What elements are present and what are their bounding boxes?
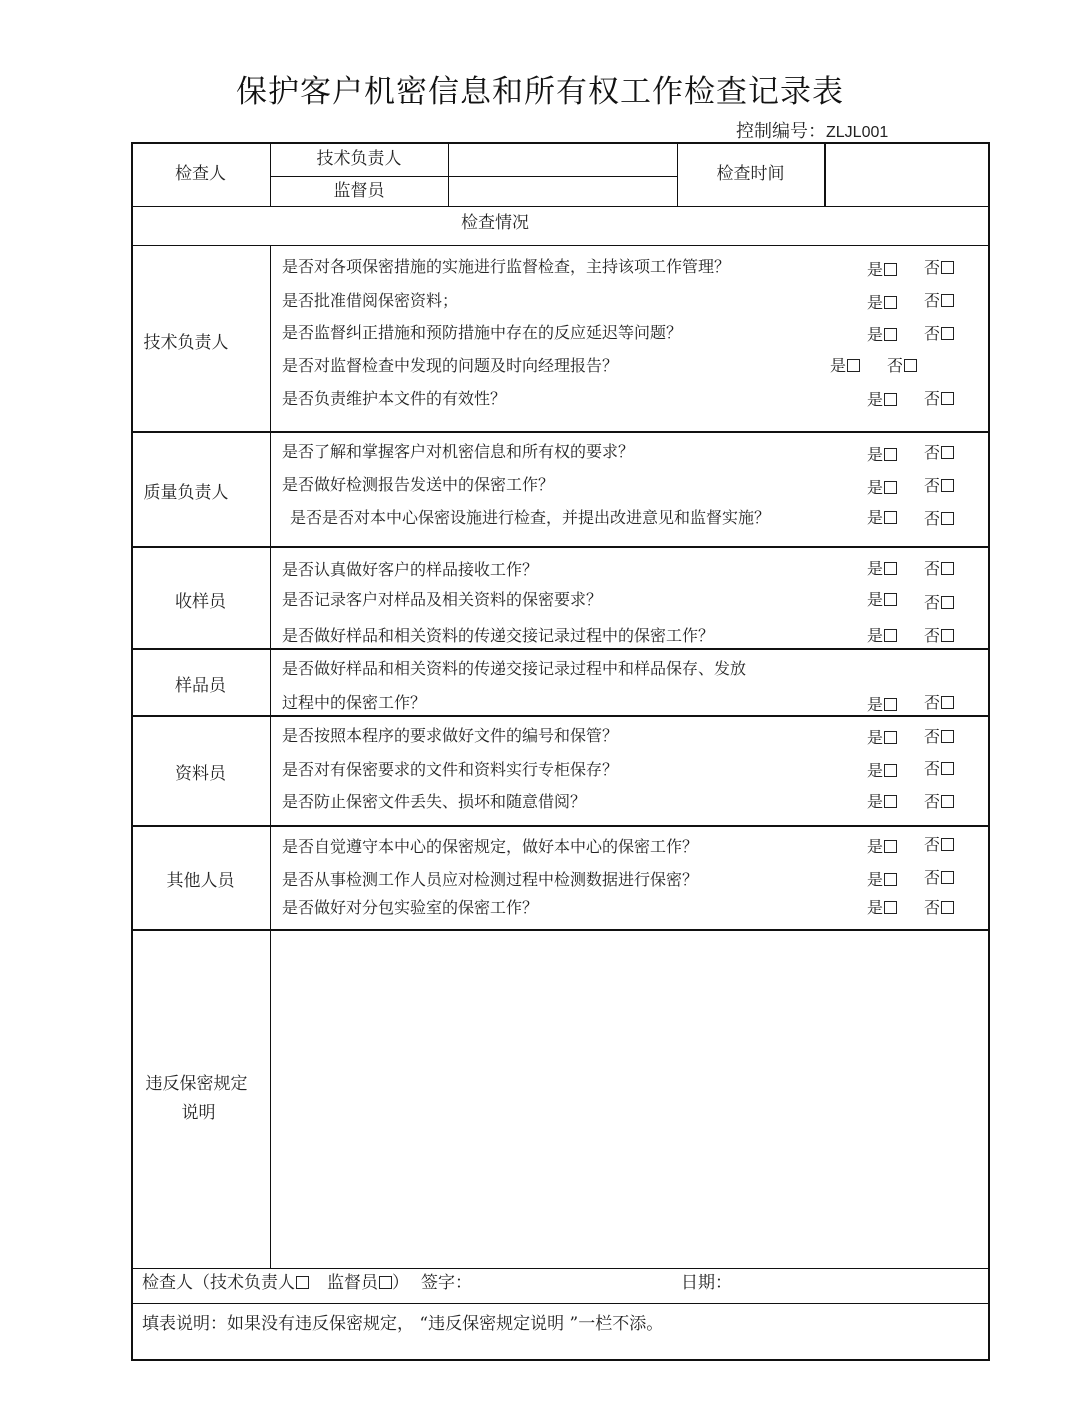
- section-title: 检查情况: [461, 213, 529, 233]
- role-sample-receiver: 收样员: [175, 592, 226, 612]
- yes-option[interactable]: [867, 898, 897, 918]
- no-label: 否: [887, 356, 904, 375]
- check-item: 是否按照本程序的要求做好文件的编号和保管？: [282, 726, 619, 745]
- check-item: 过程中的保密工作？: [282, 693, 427, 712]
- checkbox-icon[interactable]: [884, 629, 897, 642]
- no-option[interactable]: [924, 868, 954, 888]
- no-option[interactable]: [924, 626, 954, 646]
- checkbox-icon[interactable]: [884, 731, 897, 744]
- no-label: 否: [924, 792, 941, 811]
- no-option[interactable]: [924, 324, 954, 344]
- role-tech-lead: 技术负责人: [143, 333, 229, 353]
- checkbox-icon[interactable]: [884, 795, 897, 808]
- yes-option[interactable]: [867, 325, 897, 345]
- role-document-keeper: 资料员: [175, 764, 226, 784]
- no-label: 否: [924, 476, 941, 495]
- no-option[interactable]: [924, 291, 954, 311]
- inspector-prefix: 检查人（技术负责人: [142, 1273, 295, 1293]
- role-other-staff: 其他人员: [166, 871, 235, 891]
- date-label: 日期：: [681, 1273, 732, 1293]
- checkbox-icon[interactable]: [941, 901, 954, 914]
- checkbox-icon[interactable]: [884, 562, 897, 575]
- check-item: 是否监督纠正措施和预防措施中存在的反应延迟等问题？: [282, 323, 683, 342]
- yes-label: 是: [867, 695, 884, 714]
- yes-option[interactable]: [867, 695, 897, 715]
- no-label: 否: [924, 389, 941, 408]
- rule-group-1: [131, 431, 990, 433]
- no-label: 否: [924, 693, 941, 712]
- check-item: 是否防止保密文件丢失、损坏和随意借阅？: [282, 792, 587, 811]
- check-item: 是否批准借阅保密资料；: [282, 291, 459, 310]
- checkbox-icon[interactable]: [884, 481, 897, 494]
- checkbox-icon[interactable]: [884, 901, 897, 914]
- no-label: 否: [924, 593, 941, 612]
- no-label: 否: [924, 835, 941, 854]
- no-option[interactable]: [924, 389, 954, 409]
- yes-option[interactable]: [867, 508, 897, 528]
- checkbox-icon[interactable]: [884, 593, 897, 606]
- checkbox-icon[interactable]: [379, 1276, 392, 1289]
- checkbox-icon[interactable]: [884, 698, 897, 711]
- checkbox-icon[interactable]: [941, 392, 954, 405]
- violation-label-line1: 违反保密规定: [145, 1074, 248, 1094]
- inspector-label: 检查人: [175, 164, 226, 184]
- no-label: 否: [924, 727, 941, 746]
- yes-option[interactable]: [867, 870, 897, 890]
- check-item: 是否做好样品和相关资料的传递交接记录过程中和样品保存、发放: [282, 659, 747, 678]
- checkbox-icon[interactable]: [884, 873, 897, 886]
- no-label: 否: [924, 626, 941, 645]
- checkbox-icon[interactable]: [941, 512, 954, 525]
- checkbox-icon[interactable]: [941, 596, 954, 609]
- no-option[interactable]: [924, 792, 954, 812]
- yes-option[interactable]: [867, 792, 897, 812]
- checkbox-icon[interactable]: [941, 871, 954, 884]
- no-option[interactable]: [924, 443, 954, 463]
- check-item: 是否自觉遵守本中心的保密规定，做好本中心的保密工作？: [282, 837, 699, 856]
- check-item: 是否做好检测报告发送中的保密工作？: [282, 475, 555, 494]
- no-option[interactable]: [924, 559, 954, 579]
- yes-label: 是: [867, 390, 884, 409]
- check-item: 是否对有保密要求的文件和资料实行专柜保存？: [282, 760, 619, 779]
- yes-option[interactable]: [830, 356, 860, 376]
- tech-lead-label: 技术负责人: [316, 149, 402, 169]
- vrule-header-4: [824, 142, 826, 206]
- rule-group-5: [131, 825, 990, 827]
- signature-line: [142, 1273, 472, 1293]
- no-option[interactable]: [924, 593, 954, 613]
- check-item: 是否对各项保密措施的实施进行监督检查，主持该项工作管理？: [282, 257, 731, 276]
- no-label: 否: [924, 559, 941, 578]
- checkbox-icon[interactable]: [884, 511, 897, 524]
- yes-option[interactable]: [867, 293, 897, 313]
- yes-option[interactable]: [867, 559, 897, 579]
- yes-label: 是: [867, 590, 884, 609]
- control-number-code: ZLJL001: [826, 124, 889, 141]
- yes-option[interactable]: [867, 728, 897, 748]
- no-label: 否: [924, 443, 941, 462]
- yes-label: 是: [867, 837, 884, 856]
- supervisor-option-label: 监督员: [327, 1273, 378, 1293]
- yes-label: 是: [867, 792, 884, 811]
- check-time-label: 检查时间: [716, 164, 785, 184]
- yes-option[interactable]: [867, 761, 897, 781]
- checkbox-icon[interactable]: [884, 840, 897, 853]
- checkbox-icon[interactable]: [941, 730, 954, 743]
- checkbox-icon[interactable]: [941, 479, 954, 492]
- rule-header-mid: [270, 176, 678, 177]
- yes-label: 是: [867, 478, 884, 497]
- check-item: 是否了解和掌握客户对机密信息和所有权的要求？: [282, 442, 635, 461]
- page-title: 保护客户机密信息和所有权工作检查记录表: [236, 74, 844, 110]
- checkbox-icon[interactable]: [941, 562, 954, 575]
- check-item: 是否是否对本中心保密设施进行检查，并提出改进意见和监督实施？: [290, 508, 771, 527]
- checkbox-icon[interactable]: [941, 261, 954, 274]
- no-option[interactable]: [924, 693, 954, 713]
- yes-label: 是: [867, 260, 884, 279]
- checkbox-icon[interactable]: [884, 448, 897, 461]
- yes-label: 是: [867, 293, 884, 312]
- checkbox-icon[interactable]: [941, 838, 954, 851]
- no-option[interactable]: [924, 509, 954, 529]
- rule-group-4: [131, 715, 990, 717]
- checkbox-icon[interactable]: [884, 393, 897, 406]
- yes-label: 是: [867, 325, 884, 344]
- no-label: 否: [924, 898, 941, 917]
- no-option[interactable]: [887, 356, 917, 376]
- signature-suffix: ）: [392, 1273, 409, 1293]
- yes-option[interactable]: [867, 478, 897, 498]
- control-number: [736, 117, 888, 143]
- yes-option[interactable]: [867, 837, 897, 857]
- rule-group-3: [131, 648, 990, 650]
- vrule-header-2: [448, 142, 449, 206]
- check-item: 是否对监督检查中发现的问题及时向经理报告？: [282, 356, 619, 375]
- yes-label: 是: [867, 898, 884, 917]
- no-label: 否: [924, 868, 941, 887]
- checkbox-icon[interactable]: [884, 263, 897, 276]
- yes-option[interactable]: [867, 445, 897, 465]
- rule-note: [131, 1303, 990, 1304]
- yes-label: 是: [867, 508, 884, 527]
- yes-label: 是: [830, 356, 847, 375]
- yes-label: 是: [867, 445, 884, 464]
- checkbox-icon[interactable]: [941, 762, 954, 775]
- checkbox-icon[interactable]: [904, 359, 917, 372]
- control-number-label: 控制编号：: [736, 121, 826, 142]
- checkbox-icon[interactable]: [941, 795, 954, 808]
- yes-option[interactable]: [867, 626, 897, 646]
- rule-group-6: [131, 929, 990, 931]
- check-item: 是否认真做好客户的样品接收工作？: [282, 560, 539, 579]
- sign-label: 签字：: [421, 1273, 472, 1293]
- yes-label: 是: [867, 870, 884, 889]
- checkbox-icon[interactable]: [941, 696, 954, 709]
- yes-option[interactable]: [867, 260, 897, 280]
- role-quality-lead: 质量负责人: [143, 483, 229, 503]
- rule-signature: [131, 1268, 990, 1269]
- no-label: 否: [924, 509, 941, 528]
- rule-group-2: [131, 546, 990, 548]
- no-label: 否: [924, 324, 941, 343]
- violation-content[interactable]: [282, 945, 972, 1245]
- yes-option[interactable]: [867, 390, 897, 410]
- checkbox-icon[interactable]: [884, 328, 897, 341]
- no-label: 否: [924, 759, 941, 778]
- no-option[interactable]: [924, 476, 954, 496]
- check-item: 是否记录客户对样品及相关资料的保密要求？: [282, 590, 603, 609]
- rule-section-title: [131, 245, 990, 246]
- no-label: 否: [924, 258, 941, 277]
- check-item: 是否负责维护本文件的有效性？: [282, 389, 507, 408]
- yes-label: 是: [867, 728, 884, 747]
- check-item: 是否做好样品和相关资料的传递交接记录过程中的保密工作？: [282, 626, 715, 645]
- checkbox-icon[interactable]: [941, 294, 954, 307]
- checkbox-icon[interactable]: [296, 1276, 309, 1289]
- check-item: 是否做好对分包实验室的保密工作？: [282, 898, 539, 917]
- supervisor-label: 监督员: [333, 181, 385, 201]
- fill-instructions: 填表说明：如果没有违反保密规定， “违反保密规定说明 ”一栏不添。: [142, 1314, 664, 1334]
- check-item: 是否从事检测工作人员应对检测过程中检测数据进行保密？: [282, 870, 699, 889]
- no-label: 否: [924, 291, 941, 310]
- yes-label: 是: [867, 761, 884, 780]
- no-option[interactable]: [924, 727, 954, 747]
- rule-header-bottom: [131, 206, 990, 207]
- no-option[interactable]: [924, 898, 954, 918]
- vrule-role-column: [270, 245, 271, 1268]
- checkbox-icon[interactable]: [884, 296, 897, 309]
- checkbox-icon[interactable]: [941, 629, 954, 642]
- no-option[interactable]: [924, 759, 954, 779]
- no-option[interactable]: [924, 835, 954, 855]
- role-sample-keeper: 样品员: [175, 676, 226, 696]
- yes-label: 是: [867, 626, 884, 645]
- no-option[interactable]: [924, 258, 954, 278]
- violation-label-line2: 说明: [181, 1103, 216, 1123]
- yes-label: 是: [867, 559, 884, 578]
- checkbox-icon[interactable]: [941, 327, 954, 340]
- checkbox-icon[interactable]: [884, 764, 897, 777]
- checkbox-icon[interactable]: [941, 446, 954, 459]
- yes-option[interactable]: [867, 590, 897, 610]
- checkbox-icon[interactable]: [847, 359, 860, 372]
